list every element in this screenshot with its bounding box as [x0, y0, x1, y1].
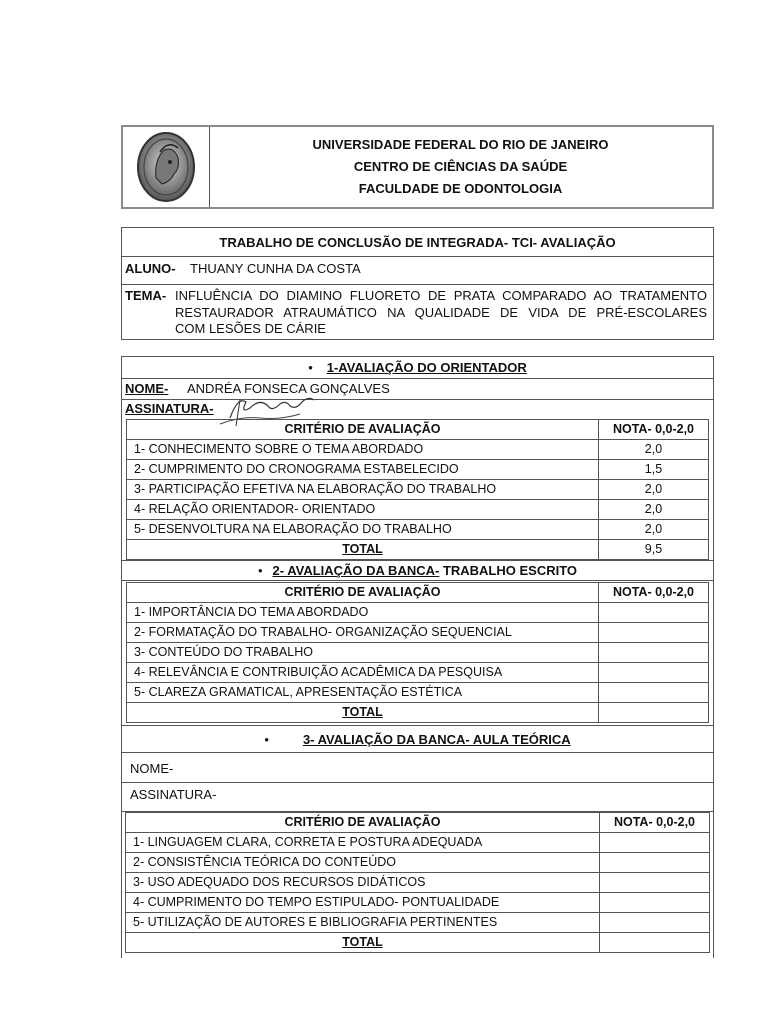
header-center: CENTRO DE CIÊNCIAS DA SAÚDE: [353, 159, 568, 174]
table-row: 2- FORMATAÇÃO DO TRABALHO- ORGANIZAÇÃO SEQUENCIAL: [127, 623, 709, 643]
assinatura-label: ASSINATURA-: [125, 401, 214, 416]
table-row: 5- CLAREZA GRAMATICAL, APRESENTAÇÃO ESTÉTICA: [127, 683, 709, 703]
criterio-header: CRITÉRIO DE AVALIAÇÃO: [127, 420, 599, 440]
nota-header: NOTA- 0,0-2,0: [599, 420, 709, 440]
nota-cell[interactable]: [600, 913, 710, 933]
university-header: [121, 125, 714, 209]
nota-cell[interactable]: [600, 853, 710, 873]
nota-cell[interactable]: [600, 833, 710, 853]
criterio-header: CRITÉRIO DE AVALIAÇÃO: [126, 813, 600, 833]
banca-aula-box: [121, 726, 714, 812]
university-crest-logo: [123, 127, 210, 207]
table-row: 1- LINGUAGEM CLARA, CORRETA E POSTURA ADEQUADA: [126, 833, 710, 853]
table-row: 4- RELAÇÃO ORIENTADOR- ORIENTADO 2,0: [127, 500, 709, 520]
table-row: 2- CONSISTÊNCIA TEÓRICA DO CONTEÚDO: [126, 853, 710, 873]
tema-value: INFLUÊNCIA DO DIAMINO FLUORETO DE PRATA COMPARADO AO TRATAMENTO RESTAURADOR ATRAUMÁTICO NA QUALIDADE DE VIDA DE PRÉ-ESCOLARES COM LESÕES DE CÁRIE: [175, 288, 707, 336]
tema-row: [122, 285, 713, 341]
nota-cell[interactable]: [599, 683, 709, 703]
aluno-label: ALUNO-: [125, 261, 176, 276]
banca-aula-criteria-box: [121, 812, 714, 958]
table-header-row: [127, 583, 709, 603]
nota-cell[interactable]: [600, 893, 710, 913]
nome-value: ANDRÉA FONSECA GONÇALVES: [187, 381, 390, 396]
section-banca-aula-title: • 3- AVALIAÇÃO DA BANCA- AULA TEÓRICA: [122, 726, 713, 753]
table-row: 4- RELEVÂNCIA E CONTRIBUIÇÃO ACADÊMICA DA PESQUISA: [127, 663, 709, 683]
total-value[interactable]: [600, 933, 710, 953]
nota-cell[interactable]: [599, 623, 709, 643]
table-row: 5- DESENVOLTURA NA ELABORAÇÃO DO TRABALHO 2,0: [127, 520, 709, 540]
table-row: 2- CUMPRIMENTO DO CRONOGRAMA ESTABELECIDO 1,5: [127, 460, 709, 480]
nota-cell[interactable]: [599, 643, 709, 663]
nota-cell[interactable]: 2,0: [599, 520, 709, 540]
table-row: 5- UTILIZAÇÃO DE AUTORES E BIBLIOGRAFIA PERTINENTES: [126, 913, 710, 933]
total-label: TOTAL: [127, 540, 599, 560]
total-label: TOTAL: [126, 933, 600, 953]
banca-nome-row: [122, 753, 713, 783]
table-header-row: [127, 420, 709, 440]
header-university: UNIVERSIDADE FEDERAL DO RIO DE JANEIRO: [312, 137, 609, 152]
table-row: 3- PARTICIPAÇÃO EFETIVA NA ELABORAÇÃO DO TRABALHO 2,0: [127, 480, 709, 500]
nota-cell[interactable]: 1,5: [599, 460, 709, 480]
total-value[interactable]: [599, 703, 709, 723]
banca-escrito-criteria-table: [126, 582, 709, 723]
assinatura-label: ASSINATURA-: [130, 787, 217, 802]
banca-aula-criteria-table: [125, 812, 710, 953]
banca-assinatura-row: [122, 783, 713, 812]
orientador-criteria-table: [126, 419, 709, 560]
table-row: 1- IMPORTÂNCIA DO TEMA ABORDADO: [127, 603, 709, 623]
nota-cell[interactable]: [600, 873, 710, 893]
table-row: 1- CONHECIMENTO SOBRE O TEMA ABORDADO 2,0: [127, 440, 709, 460]
table-row: 3- CONTEÚDO DO TRABALHO: [127, 643, 709, 663]
student-info-box: [121, 227, 714, 340]
table-row: 4- CUMPRIMENTO DO TEMPO ESTIPULADO- PONTUALIDADE: [126, 893, 710, 913]
nota-cell[interactable]: 2,0: [599, 500, 709, 520]
section-orientador-title: • 1-AVALIAÇÃO DO ORIENTADOR: [122, 357, 713, 379]
total-row: [127, 540, 709, 560]
header-faculty: FACULDADE DE ODONTOLOGIA: [358, 181, 563, 196]
form-title: TRABALHO DE CONCLUSÃO DE INTEGRADA- TCI- AVALIAÇÃO: [122, 228, 713, 257]
nome-label: NOME-: [125, 381, 169, 396]
evaluation-box: [121, 356, 714, 726]
nota-header: NOTA- 0,0-2,0: [599, 583, 709, 603]
criterio-header: CRITÉRIO DE AVALIAÇÃO: [127, 583, 599, 603]
orientador-assinatura-row: [122, 400, 713, 419]
total-row: [126, 933, 710, 953]
nota-cell[interactable]: [599, 603, 709, 623]
nome-label: NOME-: [130, 761, 174, 776]
nota-header: NOTA- 0,0-2,0: [600, 813, 710, 833]
nota-cell[interactable]: 2,0: [599, 440, 709, 460]
tema-label: TEMA-: [125, 288, 167, 303]
nota-cell[interactable]: 2,0: [599, 480, 709, 500]
table-header-row: [126, 813, 710, 833]
total-value[interactable]: 9,5: [599, 540, 709, 560]
nota-cell[interactable]: [599, 663, 709, 683]
aluno-value: THUANY CUNHA DA COSTA: [190, 261, 361, 276]
aluno-row: [122, 257, 713, 285]
section-banca-escrito-title: • 2- AVALIAÇÃO DA BANCA- TRABALHO ESCRITO: [122, 560, 713, 581]
total-label: TOTAL: [127, 703, 599, 723]
table-row: 3- USO ADEQUADO DOS RECURSOS DIDÁTICOS: [126, 873, 710, 893]
total-row: [127, 703, 709, 723]
